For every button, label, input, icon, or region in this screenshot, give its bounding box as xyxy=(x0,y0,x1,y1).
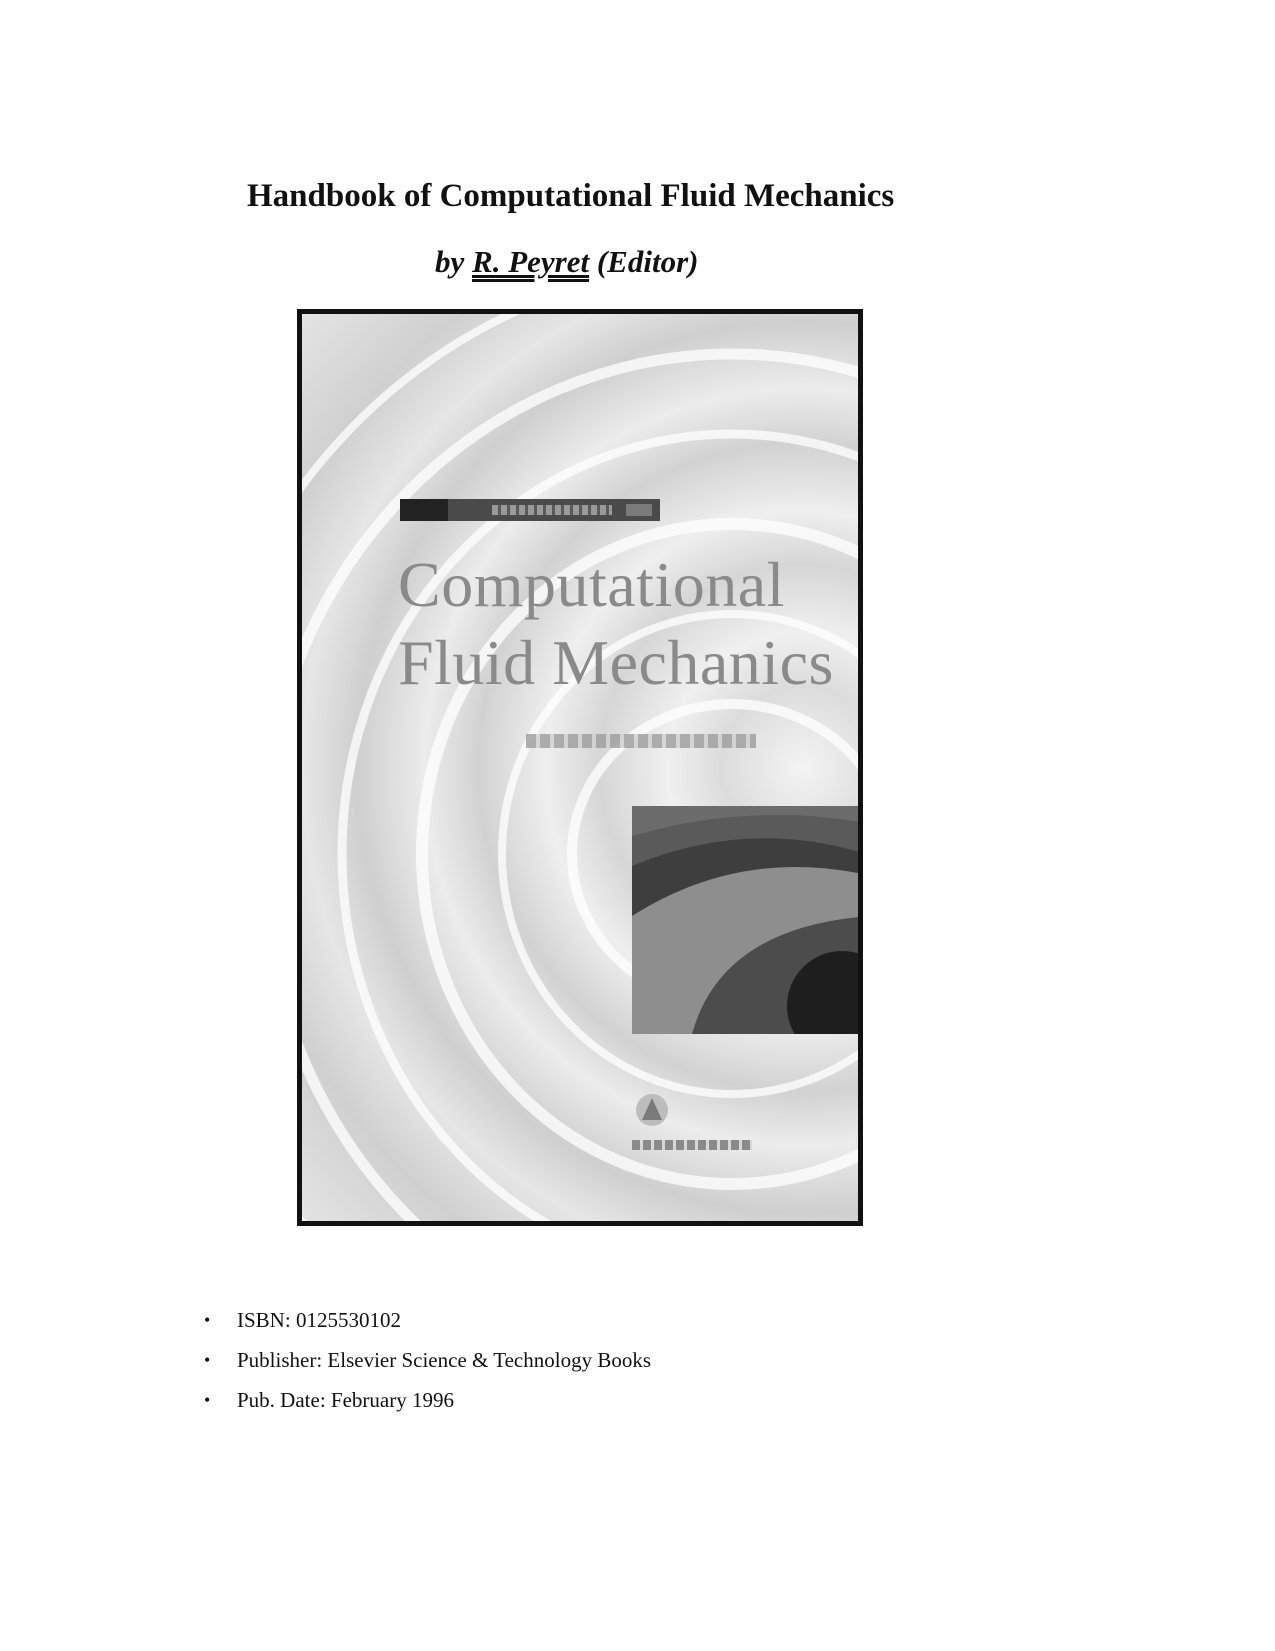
bullet-icon: • xyxy=(204,1390,211,1410)
cover-swirl-graphic xyxy=(302,314,858,1221)
book-details-list xyxy=(204,1300,651,1420)
book-cover-image xyxy=(297,309,863,1226)
author-role: (Editor) xyxy=(596,244,699,279)
detail-value: February 1996 xyxy=(330,1388,454,1412)
detail-label: Pub. Date: xyxy=(237,1388,326,1412)
bullet-icon: • xyxy=(204,1350,211,1370)
cover-photo xyxy=(632,806,863,1034)
cover-title-line2: Fluid Mechanics xyxy=(398,627,834,698)
detail-publisher xyxy=(204,1340,651,1380)
cover-series-bar xyxy=(400,499,660,521)
bullet-icon: • xyxy=(204,1310,211,1330)
detail-isbn xyxy=(204,1300,651,1340)
cover-editor-text xyxy=(526,734,756,748)
detail-label: Publisher: xyxy=(237,1348,323,1372)
cover-title xyxy=(398,546,834,702)
page-title: Handbook of Computational Fluid Mechanics xyxy=(247,178,895,214)
detail-value: 0125530102 xyxy=(295,1308,401,1332)
byline xyxy=(435,244,698,280)
detail-label: ISBN: xyxy=(237,1308,291,1332)
cover-title-line1: Computational xyxy=(398,549,785,620)
detail-pub-date xyxy=(204,1380,651,1420)
publisher-logo-icon xyxy=(632,1092,672,1128)
author-link[interactable]: R. Peyret xyxy=(472,244,590,279)
cover-publisher-text xyxy=(632,1140,752,1150)
by-prefix: by xyxy=(435,244,465,279)
detail-value: Elsevier Science & Technology Books xyxy=(327,1348,651,1372)
